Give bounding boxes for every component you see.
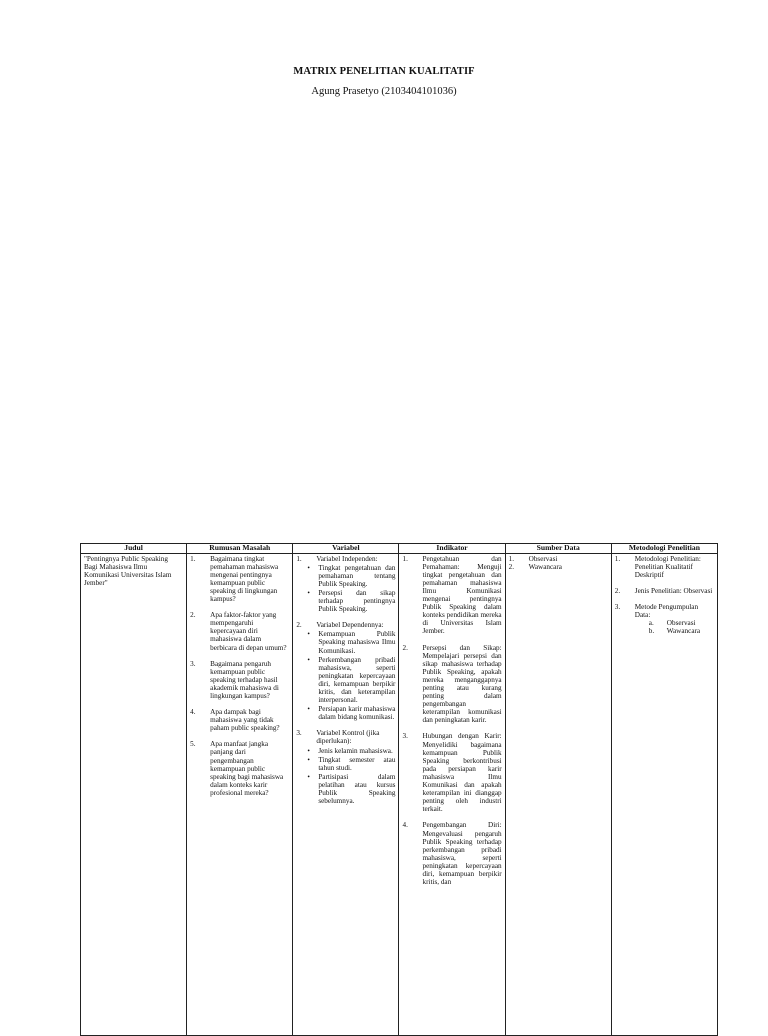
variabel-independen-list: [296, 564, 395, 614]
list-item: 2. Apa faktor-faktor yang mempengaruhi kepercayaan diri mahasiswa dalam berbicara di depan umum?: [190, 611, 287, 652]
cell-metodologi: [611, 553, 717, 1035]
list-item: 1. Bagaimana tingkat pemahaman mahasiswa mengenai pentingnya kemampuan public speaking di lingkungan kampus?: [190, 554, 279, 604]
list-item: 4. Pengembangan Diri: Mengevaluasi pengaruh Publik Speaking terhadap perkembangan pribadi mahasiswa, seperti peningkatan kepercayaan diri, kemampuan berpikir kritis, dan: [402, 821, 502, 887]
list-item: • Kemampuan Publik Speaking mahasiswa Ilmu Komunikasi.: [307, 630, 396, 655]
indikator-list: [402, 555, 501, 887]
header-judul: Judul: [81, 544, 187, 554]
list-item: 5. Apa manfaat jangka panjang dari pengembangan kemampuan public speaking bagi mahasiswa dalam konteks karir profesional mereka?: [190, 740, 284, 797]
list-item: a. Observasi: [648, 619, 696, 628]
list-item: 4. Apa dampak bagi mahasiswa yang tidak paham public speaking?: [190, 708, 280, 733]
list-item: 3. Hubungan dengan Karir: Menyelidiki bagaimana kemampuan Publik Speaking berkontribusi pada persiapan karir mahasiswa Ilmu Komunikasi dan apakah keterampilan ini dianggap penting oleh industri terkait.: [402, 732, 502, 814]
rumusan-list: [190, 555, 289, 797]
list-item: • Persepsi dan sikap terhadap pentingnya Publik Speaking.: [307, 588, 396, 614]
list-item: b. Wawancara: [648, 627, 701, 636]
list-item: 2. Variabel Dependennya:: [296, 621, 384, 630]
list-item: • Tingkat pengetahuan dan pemahaman tentang Publik Speaking.: [307, 563, 396, 588]
list-item: 1. Observasi: [508, 554, 558, 563]
cell-sumber-data: [505, 553, 611, 1035]
list-item: 3. Variabel Kontrol (jika diperlukan):: [296, 729, 380, 746]
metode-sub-list: [635, 619, 714, 635]
document-title: MATRIX PENELITIAN KUALITATIF: [293, 66, 475, 77]
list-item: • Perkembangan pribadi mahasiswa, seperti peningkatan kepercayaan diri, kemampuan berpikir kritis, dan keterampilan interpersonal.: [307, 655, 396, 705]
list-item: • Partisipasi dalam pelatihan atau kursus Publik Speaking sebelumnya.: [307, 772, 396, 806]
list-item: 2. Persepsi dan Sikap: Mempelajari persepsi dan sikap mahasiswa terhadap Publik Speaking, apakah mereka menganggapnya penting atau kurang penting dalam pengembangan keterampilan komunikasi dan peningkatan karir.: [402, 643, 502, 725]
cell-rumusan-masalah: [187, 553, 293, 1035]
sumber-list: [509, 555, 608, 571]
list-item: • Persiapan karir mahasiswa dalam bidang komunikasi.: [307, 705, 396, 722]
header-indikator: Indikator: [399, 544, 505, 554]
judul-text: "Pentingnya Public Speaking Bagi Mahasiswa Ilmu Komunikasi Universitas Islam Jember": [84, 554, 172, 587]
variabel-kontrol-list: [296, 747, 395, 806]
variabel-list-3: [296, 729, 395, 745]
cell-indikator: [399, 553, 505, 1035]
variabel-list: [296, 555, 395, 563]
header-rumusan-masalah: Rumusan Masalah: [187, 544, 293, 554]
variabel-dependen-list: [296, 630, 395, 721]
list-item: 2. Wawancara: [508, 562, 562, 571]
list-item: 1. Metodologi Penelitian: Penelitian Kualitatif Deskriptif: [614, 554, 701, 579]
cell-judul: [81, 553, 187, 1035]
table-header-row: [81, 544, 718, 554]
list-item: • Jenis kelamin mahasiswa.: [307, 746, 393, 755]
list-item: • Tingkat semester atau tahun studi.: [307, 755, 396, 772]
list-item: 1. Pengetahuan dan Pemahaman: Menguji tingkat pengetahuan dan pemahaman mahasiswa Ilmu Komunikasi mengenai pentingnya Publik Speaking dalam konteks pendidikan mereka di Universitas Islam Jember.: [402, 554, 502, 636]
list-item: 1. Variabel Independen:: [296, 554, 378, 563]
header-sumber-data: Sumber Data: [505, 544, 611, 554]
document-author: Agung Prasetyo (2103404101036): [311, 86, 457, 97]
header-metodologi: Metodologi Penelitian: [611, 544, 717, 554]
research-matrix-table: [80, 543, 718, 1036]
variabel-list-2: [296, 621, 395, 629]
list-item: 3. Bagaimana pengaruh kemampuan public speaking terhadap hasil akademik mahasiswa di lingkungan kampus?: [190, 659, 279, 700]
list-item: 2. Jenis Penelitian: Observasi: [614, 586, 713, 595]
metodologi-list: [615, 555, 714, 636]
table-row: [81, 553, 718, 1035]
header-variabel: Variabel: [293, 544, 399, 554]
list-item: 3. Metode Pengumpulan Data: a. Observasi b. Wawancara: [615, 603, 714, 635]
cell-variabel: [293, 553, 399, 1035]
